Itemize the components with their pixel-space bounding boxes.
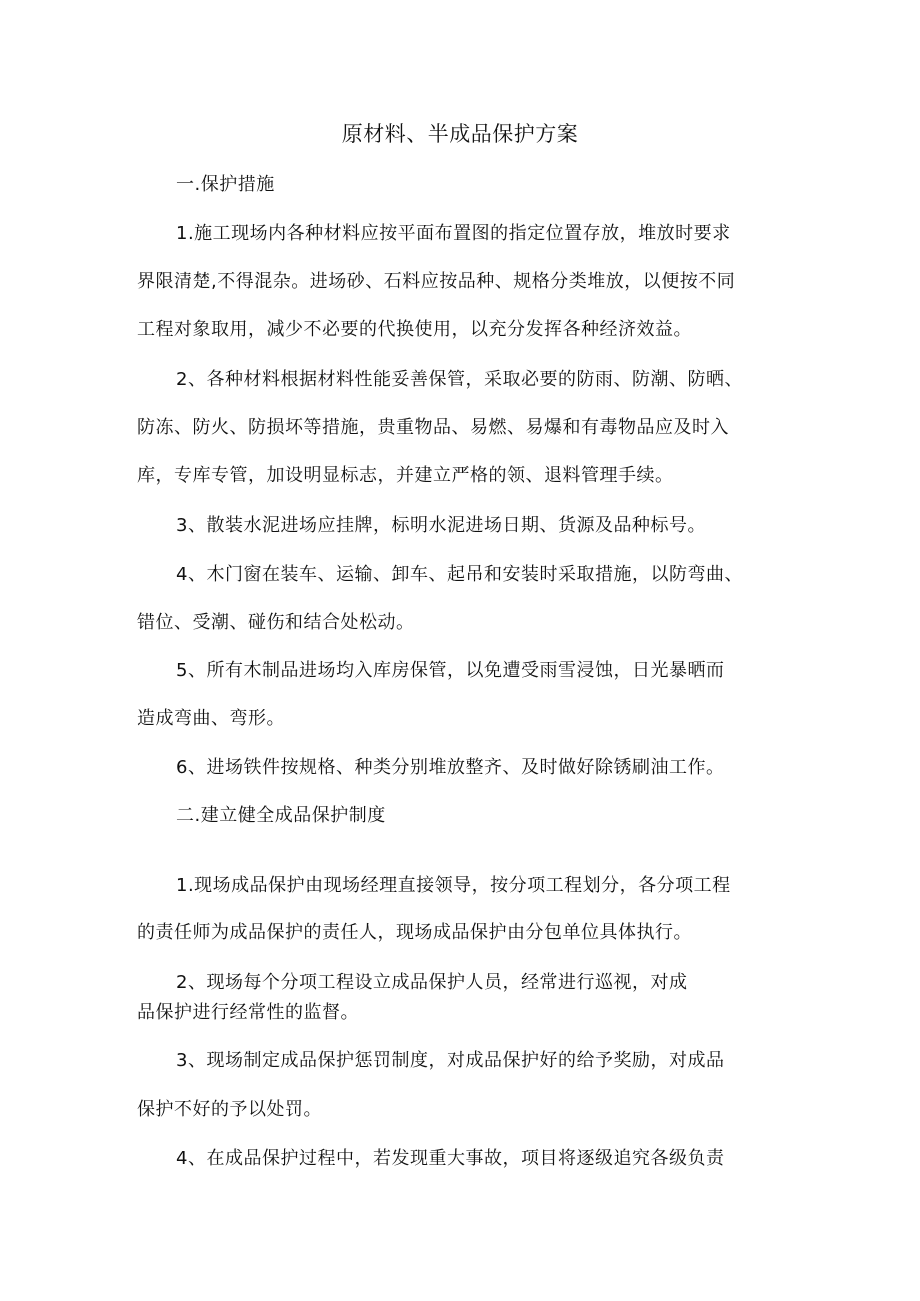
paragraph-line: 库，专库专管，加设明显标志，并建立严格的领、退料管理手续。 <box>137 465 674 486</box>
paragraph-line: 1.施工现场内各种材料应按平面布置图的指定位置存放，堆放时要求 <box>176 223 731 244</box>
paragraph-line: 3、散装水泥进场应挂牌，标明水泥进场日期、货源及品种标号。 <box>176 515 706 536</box>
paragraph-line: 品保护进行经常性的监督。 <box>137 1002 359 1023</box>
paragraph-line: 界限清楚,不得混杂。进场砂、石料应按品种、规格分类堆放，以便按不同 <box>137 271 736 292</box>
section-heading-protection-system: 二.建立健全成品保护制度 <box>176 805 386 826</box>
paragraph-line: 防冻、防火、防损坏等措施，贵重物品、易燃、易爆和有毒物品应及时入 <box>137 417 729 438</box>
paragraph-line: 3、现场制定成品保护惩罚制度，对成品保护好的给予奖励，对成品 <box>176 1050 725 1071</box>
paragraph-line: 的责任师为成品保护的责任人，现场成品保护由分包单位具体执行。 <box>137 922 692 943</box>
section-heading-protection-measures: 一.保护措施 <box>176 174 275 195</box>
paragraph-line: 2、现场每个分项工程设立成品保护人员，经常进行巡视，对成 <box>176 972 688 993</box>
paragraph-line: 1.现场成品保护由现场经理直接领导，按分项工程划分，各分项工程 <box>176 875 731 896</box>
paragraph-line: 工程对象取用，减少不必要的代换使用，以充分发挥各种经济效益。 <box>137 319 692 340</box>
paragraph-line: 4、在成品保护过程中，若发现重大事故，项目将逐级追究各级负责 <box>176 1148 725 1169</box>
paragraph-line: 4、木门窗在装车、运输、卸车、起吊和安装时采取措施，以防弯曲、 <box>176 564 743 585</box>
paragraph-line: 5、所有木制品进场均入库房保管，以免遭受雨雪浸蚀，日光暴晒而 <box>176 660 725 681</box>
paragraph-line: 2、各种材料根据材料性能妥善保管，采取必要的防雨、防潮、防晒、 <box>176 369 743 390</box>
paragraph-line: 保护不好的予以处罚。 <box>137 1099 322 1120</box>
paragraph-line: 造成弯曲、弯形。 <box>137 708 285 729</box>
paragraph-line: 6、进场铁件按规格、种类分别堆放整齐、及时做好除锈刷油工作。 <box>176 757 725 778</box>
paragraph-line: 错位、受潮、碰伤和结合处松动。 <box>137 612 415 633</box>
document-title: 原材料、半成品保护方案 <box>341 122 579 146</box>
